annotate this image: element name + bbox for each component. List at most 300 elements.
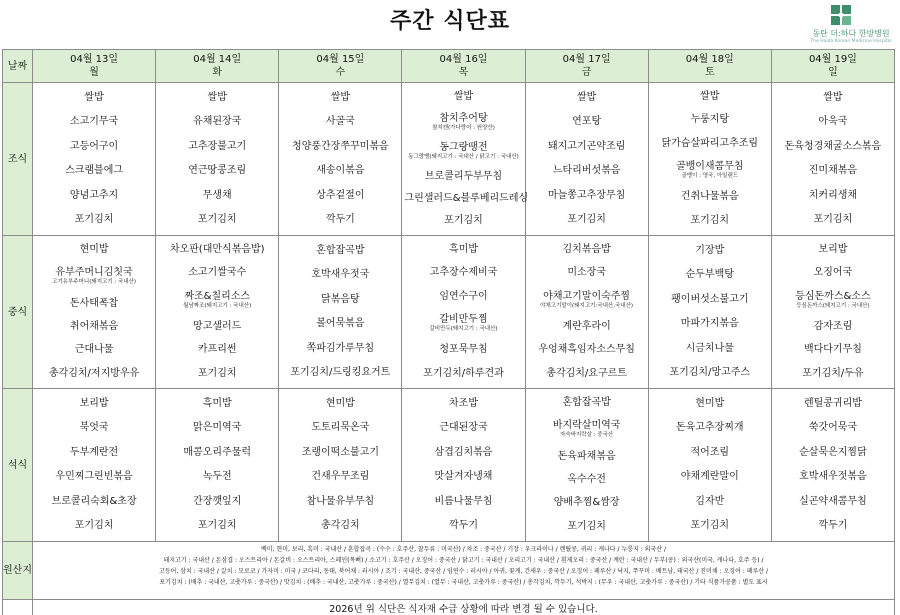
- dish-name: 건새우무조림: [311, 471, 370, 483]
- dish-name: 취어채볶음: [69, 321, 119, 333]
- dish-name: 고추장불고기: [188, 140, 247, 152]
- dish-name: 고등어구이: [69, 140, 119, 152]
- dish-name: 감자조림: [813, 321, 853, 333]
- dish-item: [158, 189, 276, 202]
- dish-item: [774, 343, 892, 356]
- dish-item: [774, 446, 892, 459]
- meal-cell: [525, 389, 648, 542]
- dish-list: [649, 389, 771, 540]
- dish-name: 유부주머니김칫국: [55, 267, 133, 279]
- dish-name: 마파가지볶음: [680, 318, 739, 330]
- dish-item: [281, 140, 399, 153]
- dish-name: 포기김치: [813, 214, 853, 226]
- dish-item: [281, 470, 399, 483]
- dish-item: [158, 243, 276, 256]
- dish-item: [651, 214, 769, 227]
- dish-list: [402, 389, 524, 540]
- dish-name: 북엇국: [79, 422, 109, 434]
- menu-change-notice: 2026년 위 식단은 식자재 수급 상황에 따라 변경 될 수 있습니다.: [33, 600, 895, 615]
- dish-item: [528, 396, 646, 409]
- dish-item: [35, 421, 153, 434]
- dish-item: [528, 266, 646, 279]
- dish-item: [158, 320, 276, 333]
- dish-name: 연포탕: [572, 116, 602, 128]
- dish-list: [279, 83, 401, 234]
- dish-name: 돈육고추장찌개: [675, 422, 744, 434]
- dish-name: 누룽지탕: [690, 114, 730, 126]
- hospital-name: 동탄 더:하다 한방병원: [812, 29, 890, 38]
- dish-item: [774, 266, 892, 279]
- dish-item: [528, 290, 646, 310]
- dish-item: [158, 470, 276, 483]
- dish-item: [35, 397, 153, 410]
- dish-item: [281, 366, 399, 379]
- dish-name: 보리밥: [818, 244, 848, 256]
- dish-item: [528, 140, 646, 153]
- dish-name: 건취나물볶음: [680, 191, 739, 203]
- dish-name: 포기김치: [197, 214, 237, 226]
- meal-cell: [156, 389, 279, 542]
- dish-item: [774, 421, 892, 434]
- dish-name: 렌틸콩귀리밥: [803, 397, 862, 409]
- dish-name: 김자반: [695, 495, 725, 507]
- dish-item: [528, 496, 646, 509]
- dish-name: 골뱅이새콤무침: [675, 161, 744, 173]
- dish-item: [35, 367, 153, 380]
- dish-name: 포기김치: [567, 214, 606, 226]
- dish-item: [774, 164, 892, 177]
- day-of-week: 수: [335, 67, 346, 78]
- day-date: 04월 19일: [808, 54, 857, 65]
- dish-name: 갈비만두찜: [439, 314, 488, 326]
- meal-cell: [525, 83, 648, 236]
- dish-name: 포기김치/두유: [802, 367, 864, 379]
- dish-item: [281, 317, 399, 330]
- dish-name: 등심돈까스&소스: [795, 290, 871, 302]
- dish-item: [651, 342, 769, 355]
- dish-name: 청포묵무침: [439, 344, 488, 356]
- dish-item: [774, 91, 892, 104]
- meal-label: 조식: [3, 83, 33, 236]
- dish-name: 무생채: [202, 189, 232, 201]
- dish-item: [528, 243, 646, 256]
- date-label: 날짜: [3, 50, 33, 83]
- dish-name: 돈사태폭찹: [69, 297, 119, 309]
- dish-item: [774, 519, 892, 532]
- dish-item: [158, 213, 276, 226]
- dish-item: [528, 320, 646, 333]
- dish-name: 옥수수전: [567, 474, 606, 486]
- day-of-week: 일: [828, 67, 838, 78]
- dish-item: [404, 266, 522, 279]
- dish-name: 새송이볶음: [316, 165, 365, 177]
- day-header: [771, 50, 894, 83]
- dish-name: 포기김치/하루견과: [423, 367, 504, 379]
- dish-name: 스크램블에그: [65, 165, 124, 177]
- dish-item: [774, 470, 892, 483]
- meal-cell: [648, 83, 771, 236]
- dish-item: [651, 293, 769, 306]
- origin-info: [33, 542, 894, 590]
- dish-item: [281, 397, 399, 410]
- dish-name: 포기김치: [690, 214, 730, 226]
- meal-cell: [648, 236, 771, 389]
- dish-name: 고추장수제비국: [429, 267, 498, 279]
- dish-name: 참나물유부무침: [306, 495, 375, 507]
- dish-item: [281, 293, 399, 306]
- dish-origin-note: 야채고기말이(돼지고기:국내산,국내산): [540, 302, 634, 309]
- dish-name: 우민찌그린빈볶음: [55, 471, 133, 483]
- dish-name: 총각김치/요구르트: [546, 367, 627, 379]
- dish-item: [404, 313, 522, 333]
- dish-item: [35, 243, 153, 256]
- dish-list: [526, 236, 648, 387]
- dish-item: [404, 214, 522, 227]
- dish-item: [774, 290, 892, 310]
- dish-item: [404, 446, 522, 459]
- dish-origin-note: 참치캔(가다랑어 : 원양산): [432, 124, 495, 131]
- dish-item: [774, 243, 892, 256]
- dish-item: [774, 367, 892, 380]
- dish-item: [281, 213, 399, 226]
- dish-name: 미소장국: [567, 267, 606, 279]
- meal-cell: [525, 236, 648, 389]
- dish-name: 순두부백탕: [685, 269, 734, 281]
- dish-name: 조랭이떡소불고기: [301, 446, 379, 458]
- dish-name: 삼겹김치볶음: [434, 446, 493, 458]
- dish-name: 아욱국: [818, 116, 848, 128]
- dish-name: 포기김치: [197, 520, 237, 532]
- dish-item: [281, 115, 399, 128]
- dish-name: 임연수구이: [439, 290, 488, 302]
- dish-name: 호박새우젓볶음: [799, 471, 867, 483]
- dish-name: 총각김치: [321, 520, 360, 532]
- dish-item: [651, 495, 769, 508]
- day-date: 04월 14일: [193, 54, 242, 65]
- dish-item: [158, 91, 276, 104]
- dish-name: 보리밥: [79, 397, 109, 409]
- dish-name: 맛살겨자냉채: [434, 471, 493, 483]
- dish-origin-note: 월남짜조(돼지고기 : 국내산): [183, 302, 252, 309]
- dish-name: 현미밥: [325, 397, 355, 409]
- dish-item: [35, 91, 153, 104]
- dish-item: [35, 495, 153, 508]
- dish-item: [35, 297, 153, 310]
- dish-name: 차조밥: [449, 397, 478, 409]
- dish-name: 계란후라이: [562, 321, 611, 333]
- day-header: [525, 50, 648, 83]
- dish-name: 양념고추지: [69, 189, 119, 201]
- day-of-week: 토: [704, 67, 715, 78]
- meal-cell: [156, 236, 279, 389]
- dish-item: [158, 115, 276, 128]
- dish-item: [774, 213, 892, 226]
- dish-name: 혼합잡곡밥: [316, 244, 365, 256]
- dish-name: 근대된장국: [439, 422, 488, 434]
- meal-cell: [771, 236, 894, 389]
- dish-item: [158, 290, 276, 310]
- dish-name: 사골국: [325, 116, 355, 128]
- dish-item: [35, 266, 153, 286]
- dish-item: [651, 366, 769, 379]
- dish-name: 돈육파채볶음: [557, 450, 616, 462]
- dish-name: 동그랑땡전: [439, 141, 488, 153]
- dish-name: 우엉채흑임자소스무침: [538, 344, 635, 356]
- meal-cell: [156, 83, 279, 236]
- dish-name: 녹두전: [202, 471, 232, 483]
- dish-origin-note: 고기유부주머니(돼지고기 : 국내산): [52, 279, 137, 286]
- dish-origin-note: 자숙바지락살 : 중국산: [560, 432, 614, 439]
- day-date: 04월 13일: [70, 54, 119, 65]
- dish-origin-note: 등심돈까스(돼지고기 : 국내산): [796, 302, 870, 309]
- dish-item: [528, 115, 646, 128]
- meal-cell: [279, 83, 402, 236]
- dish-item: [404, 367, 522, 380]
- dish-name: 소고기쌀국수: [188, 267, 247, 279]
- day-header: [156, 50, 279, 83]
- dish-name: 돼지고기곤약조림: [547, 140, 626, 152]
- dish-name: 바지락살미역국: [552, 420, 621, 432]
- dish-name: 쌀밥: [453, 90, 474, 102]
- dish-item: [404, 343, 522, 356]
- dish-item: [651, 137, 769, 150]
- dish-origin-note: 동그랑땡(돼지고기 : 국내산 / 닭고기 : 국내산): [408, 153, 519, 160]
- dish-item: [651, 519, 769, 532]
- meal-row: [3, 389, 895, 542]
- day-date: 04월 15일: [316, 54, 365, 65]
- dish-name: 포기김치: [74, 214, 114, 226]
- dish-name: 차오판(대만식볶음밥): [169, 244, 265, 256]
- meal-cell: [279, 389, 402, 542]
- dish-item: [528, 213, 646, 226]
- meal-row: [3, 83, 895, 236]
- dish-name: 돈육청경채굴소스볶음: [784, 140, 882, 152]
- dish-item: [281, 495, 399, 508]
- dish-name: 순살묵은지찜닭: [799, 446, 867, 458]
- dish-item: [774, 115, 892, 128]
- day-header: [279, 50, 402, 83]
- hospital-logo: [808, 4, 894, 48]
- dish-item: [404, 192, 529, 205]
- dish-item: [35, 189, 153, 202]
- dish-name: 기장밥: [695, 244, 725, 256]
- dish-item: [281, 342, 399, 355]
- dish-name: 도토리묵온국: [311, 422, 370, 434]
- dish-name: 참치추어탕: [439, 112, 488, 124]
- dish-item: [281, 268, 399, 281]
- dish-item: [528, 419, 646, 439]
- dish-item: [158, 367, 276, 380]
- dish-item: [404, 243, 522, 256]
- dish-item: [404, 495, 522, 508]
- header-row: [3, 50, 895, 83]
- day-header: [33, 50, 156, 83]
- dish-name: 짜조&칠리소스: [184, 290, 251, 302]
- dish-list: [33, 236, 155, 387]
- dish-item: [528, 450, 646, 463]
- day-header: [648, 50, 771, 83]
- dish-name: 쌀밥: [330, 91, 351, 103]
- dish-name: 총각김치/저지방우유: [48, 367, 140, 379]
- dish-item: [281, 189, 399, 202]
- dish-item: [774, 320, 892, 333]
- dish-name: 마늘쫑고추장무침: [547, 189, 626, 201]
- dish-name: 백다다기무침: [803, 344, 862, 356]
- dish-item: [35, 470, 153, 483]
- dish-name: 비름나물무침: [434, 495, 493, 507]
- dish-item: [651, 160, 769, 180]
- dish-item: [281, 446, 399, 459]
- dish-item: [528, 473, 646, 486]
- day-date: 04월 18일: [685, 54, 734, 65]
- dish-name: 매콤오리주물럭: [183, 446, 252, 458]
- dish-name: 포기김치: [690, 520, 730, 532]
- meal-row: [3, 236, 895, 389]
- dish-list: [279, 236, 401, 387]
- dish-item: [158, 343, 276, 356]
- dish-name: 유채된장국: [193, 116, 242, 128]
- meal-cell: [402, 389, 525, 542]
- dish-name: 진미채볶음: [808, 165, 858, 177]
- dish-name: 호박새우젓국: [311, 269, 370, 281]
- dish-item: [158, 140, 276, 153]
- dish-item: [281, 519, 399, 532]
- dish-origin-note: 갈비만두(돼지고기 : 국내산): [429, 326, 498, 333]
- dish-name: 망고샐러드: [193, 321, 242, 333]
- dish-name: 팽이버섯소불고기: [671, 293, 749, 305]
- dish-name: 상추겉절이: [316, 189, 365, 201]
- dish-name: 혼합잡곡밥: [562, 397, 611, 409]
- dish-list: [526, 389, 648, 540]
- dish-list: [402, 83, 529, 234]
- dish-list: [772, 83, 894, 234]
- dish-list: [649, 236, 771, 387]
- origin-line: 고등어, 삼치 : 국내산 / 갈치 : 모로코 / 가자미 : 미국 / 코다리, 동태, 북어채 : 러시아 / 조기 : 국내산, 중국산 / 임연수 : 러시아 / 아귀, 꽃게, 건새우 : 중국산 / 오징어 : 페루산 / 낙지, 쭈꾸미 : 베트남, 태국산 / 진미채 : 오징어 : 페루산 /: [158, 568, 769, 575]
- day-of-week: 금: [581, 67, 592, 78]
- dish-item: [158, 164, 276, 177]
- dish-item: [35, 519, 153, 532]
- dish-name: 브로콜리숙회&초장: [51, 495, 137, 507]
- dish-name: 쌀밥: [700, 91, 720, 103]
- day-header: [402, 50, 525, 83]
- dish-name: 야채계란말이: [680, 471, 739, 483]
- hospital-logo-icon: [830, 4, 852, 26]
- dish-item: [158, 495, 276, 508]
- dish-name: 쌀밥: [207, 91, 227, 103]
- dish-name: 맑은미역국: [193, 422, 242, 434]
- dish-item: [528, 367, 646, 380]
- origin-row: [3, 542, 895, 600]
- dish-item: [158, 397, 276, 410]
- dish-name: 치커리생채: [808, 189, 858, 201]
- dish-name: 쌀밥: [84, 91, 104, 103]
- dish-list: [156, 83, 278, 234]
- dish-name: 깍두기: [325, 214, 355, 226]
- dish-list: [772, 389, 894, 540]
- dish-item: [281, 164, 399, 177]
- dish-name: 시금치나물: [685, 342, 734, 354]
- dish-name: 포기김치: [567, 520, 606, 532]
- dish-list: [33, 83, 155, 234]
- dish-origin-note: 골뱅이 : 영국, 아일랜드: [681, 173, 739, 180]
- meal-cell: [402, 83, 529, 236]
- dish-name: 연근땅콩조림: [188, 165, 247, 177]
- dish-list: [156, 389, 278, 540]
- dish-name: 흑미밥: [202, 397, 232, 409]
- dish-list: [156, 236, 278, 387]
- meal-cell: [33, 389, 156, 542]
- meal-cell: [279, 236, 402, 389]
- dish-name: 포기김치: [74, 520, 114, 532]
- dish-item: [651, 446, 769, 459]
- dish-item: [528, 189, 646, 202]
- note-label-cell: [3, 600, 33, 615]
- dish-name: 쪽파김가루무침: [306, 342, 375, 354]
- dish-name: 브로콜리두부무침: [424, 171, 503, 183]
- dish-item: [404, 519, 522, 532]
- dish-item: [281, 91, 399, 104]
- dish-name: 쑥갓어묵국: [808, 422, 858, 434]
- meal-label: 중식: [3, 236, 33, 389]
- dish-name: 청양풍간장쭈꾸미볶음: [292, 140, 389, 152]
- dish-item: [158, 421, 276, 434]
- dish-list: [402, 236, 524, 387]
- weekly-menu-table: [2, 49, 895, 615]
- origin-label: 원산지: [3, 542, 33, 600]
- dish-item: [404, 470, 522, 483]
- dish-name: 깍두기: [818, 520, 848, 532]
- meal-cell: [771, 83, 894, 236]
- dish-item: [528, 91, 646, 104]
- dish-item: [404, 397, 522, 410]
- dish-item: [281, 421, 399, 434]
- dish-item: [651, 470, 769, 483]
- dish-name: 간장깻잎지: [193, 495, 242, 507]
- dish-name: 느타리버섯볶음: [552, 165, 621, 177]
- dish-name: 쌀밥: [823, 91, 843, 103]
- dish-name: 깍두기: [449, 520, 478, 532]
- dish-list: [649, 83, 771, 234]
- dish-item: [774, 189, 892, 202]
- dish-item: [35, 320, 153, 333]
- dish-name: 카프리썬: [197, 344, 237, 356]
- dish-item: [651, 244, 769, 257]
- dish-name: 소고기무국: [69, 116, 119, 128]
- dish-item: [158, 446, 276, 459]
- page-title: 주간 식단표: [390, 9, 510, 34]
- dish-item: [404, 90, 522, 103]
- dish-name: 근대나물: [74, 344, 114, 356]
- dish-item: [651, 317, 769, 330]
- dish-item: [404, 141, 522, 161]
- dish-item: [281, 244, 399, 257]
- meal-cell: [33, 236, 156, 389]
- dish-item: [651, 421, 769, 434]
- dish-name: 포기김치: [444, 215, 483, 227]
- dish-list: [526, 83, 648, 234]
- dish-item: [35, 213, 153, 226]
- dish-item: [528, 343, 646, 356]
- dish-item: [528, 164, 646, 177]
- dish-item: [404, 112, 522, 132]
- dish-name: 양배추찜&쌈장: [553, 497, 620, 509]
- dish-name: 김치볶음밥: [562, 244, 611, 256]
- dish-item: [158, 519, 276, 532]
- dish-list: [772, 236, 894, 387]
- dish-name: 실곤약새콤무침: [799, 495, 867, 507]
- dish-name: 볼어묵볶음: [316, 318, 365, 330]
- meal-cell: [648, 389, 771, 542]
